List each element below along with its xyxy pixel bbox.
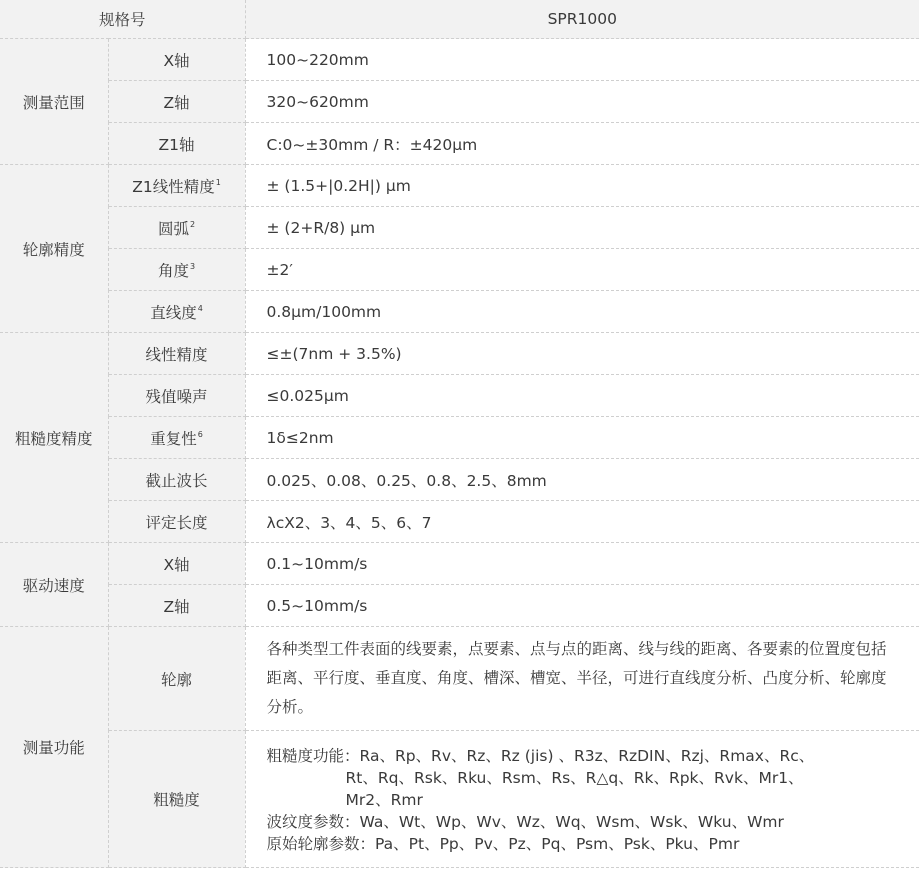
row-label — [108, 165, 245, 207]
table-row — [0, 375, 919, 417]
row-label: Z轴 — [108, 585, 245, 627]
row-value: 0.8μm/100mm — [245, 291, 919, 333]
table-row — [0, 39, 919, 81]
row-value: λcX2、3、4、5、6、7 — [245, 501, 919, 543]
row-value: 0.1~10mm/s — [245, 543, 919, 585]
group-speed: 驱动速度 — [0, 543, 108, 627]
roughness-params-line: 粗糙度功能：Ra、Rp、Rv、Rz、Rz (jis) 、R3z、RzDIN、Rzj、Rmax、Rc、 — [266, 747, 815, 765]
row-label — [108, 249, 245, 291]
table-row — [0, 81, 919, 123]
row-label: X轴 — [108, 39, 245, 81]
row-label-text: 角度 — [157, 261, 189, 280]
row-label: 线性精度 — [108, 333, 245, 375]
row-label: 轮廓 — [108, 627, 245, 731]
roughness-params-line: Rt、Rq、Rsk、Rku、Rsm、Rs、R△q、Rk、Rpk、Rvk、Mr1、 — [345, 769, 804, 787]
row-value: 0.025、0.08、0.25、0.8、2.5、8mm — [245, 459, 919, 501]
group-roughness: 粗糙度精度 — [0, 333, 108, 543]
row-label-text: Z1线性精度 — [132, 177, 215, 196]
primary-profile-params-line: 原始轮廓参数：Pa、Pt、Pp、Pv、Pz、Pq、Psm、Psk、Pku、Pmr — [266, 835, 740, 853]
row-label — [108, 417, 245, 459]
table-row — [0, 731, 919, 868]
table-row — [0, 291, 919, 333]
row-label: 截止波长 — [108, 459, 245, 501]
row-value: C:0~±30mm / R：±420μm — [245, 123, 919, 165]
table-row — [0, 165, 919, 207]
header-row — [0, 0, 919, 39]
table-row — [0, 627, 919, 731]
footnote-mark: 2 — [189, 219, 196, 229]
roughness-params-line: Mr2、Rmr — [345, 791, 423, 809]
footnote-mark: 4 — [197, 303, 203, 313]
row-value: ≤0.025μm — [245, 375, 919, 417]
row-label: 粗糙度 — [108, 731, 245, 868]
header-label: 规格号 — [0, 0, 245, 39]
table-row — [0, 207, 919, 249]
row-value: 1δ≤2nm — [245, 417, 919, 459]
row-value — [245, 731, 919, 868]
row-value: 100~220mm — [245, 39, 919, 81]
row-label-text: 重复性 — [150, 429, 197, 448]
table-row — [0, 249, 919, 291]
footnote-mark: 1 — [215, 177, 221, 187]
row-value: ± (2+R/8) μm — [245, 207, 919, 249]
row-value: ±2′ — [245, 249, 919, 291]
row-label: 残值噪声 — [108, 375, 245, 417]
row-label: X轴 — [108, 543, 245, 585]
row-label-text: 圆弧 — [157, 219, 189, 238]
group-range: 测量范围 — [0, 39, 108, 165]
row-value: ± (1.5+|0.2H|) μm — [245, 165, 919, 207]
row-label: 评定长度 — [108, 501, 245, 543]
row-label: Z1轴 — [108, 123, 245, 165]
table-row — [0, 585, 919, 627]
footnote-mark: 3 — [189, 261, 196, 271]
row-value: ≤±(7nm + 3.5%) — [245, 333, 919, 375]
row-value: 各种类型工件表面的线要素，点要素、点与点的距离、线与线的距离、各要素的位置度包括距离、平行度、垂直度、角度、槽深、槽宽、半径，可进行直线度分析、凸度分析、轮廓度分析。 — [245, 627, 919, 731]
row-label: Z轴 — [108, 81, 245, 123]
row-label — [108, 207, 245, 249]
row-label-text: 直线度 — [150, 303, 197, 322]
table-row — [0, 459, 919, 501]
header-model: SPR1000 — [245, 0, 919, 39]
row-label — [108, 291, 245, 333]
group-function: 测量功能 — [0, 627, 108, 868]
row-value: 0.5~10mm/s — [245, 585, 919, 627]
row-value: 320~620mm — [245, 81, 919, 123]
table-row — [0, 501, 919, 543]
table-row — [0, 123, 919, 165]
group-profile: 轮廓精度 — [0, 165, 108, 333]
table-row — [0, 543, 919, 585]
footnote-mark: 6 — [197, 429, 203, 439]
table-row — [0, 333, 919, 375]
table-row — [0, 417, 919, 459]
waviness-params-line: 波纹度参数：Wa、Wt、Wp、Wv、Wz、Wq、Wsm、Wsk、Wku、Wmr — [266, 813, 784, 831]
